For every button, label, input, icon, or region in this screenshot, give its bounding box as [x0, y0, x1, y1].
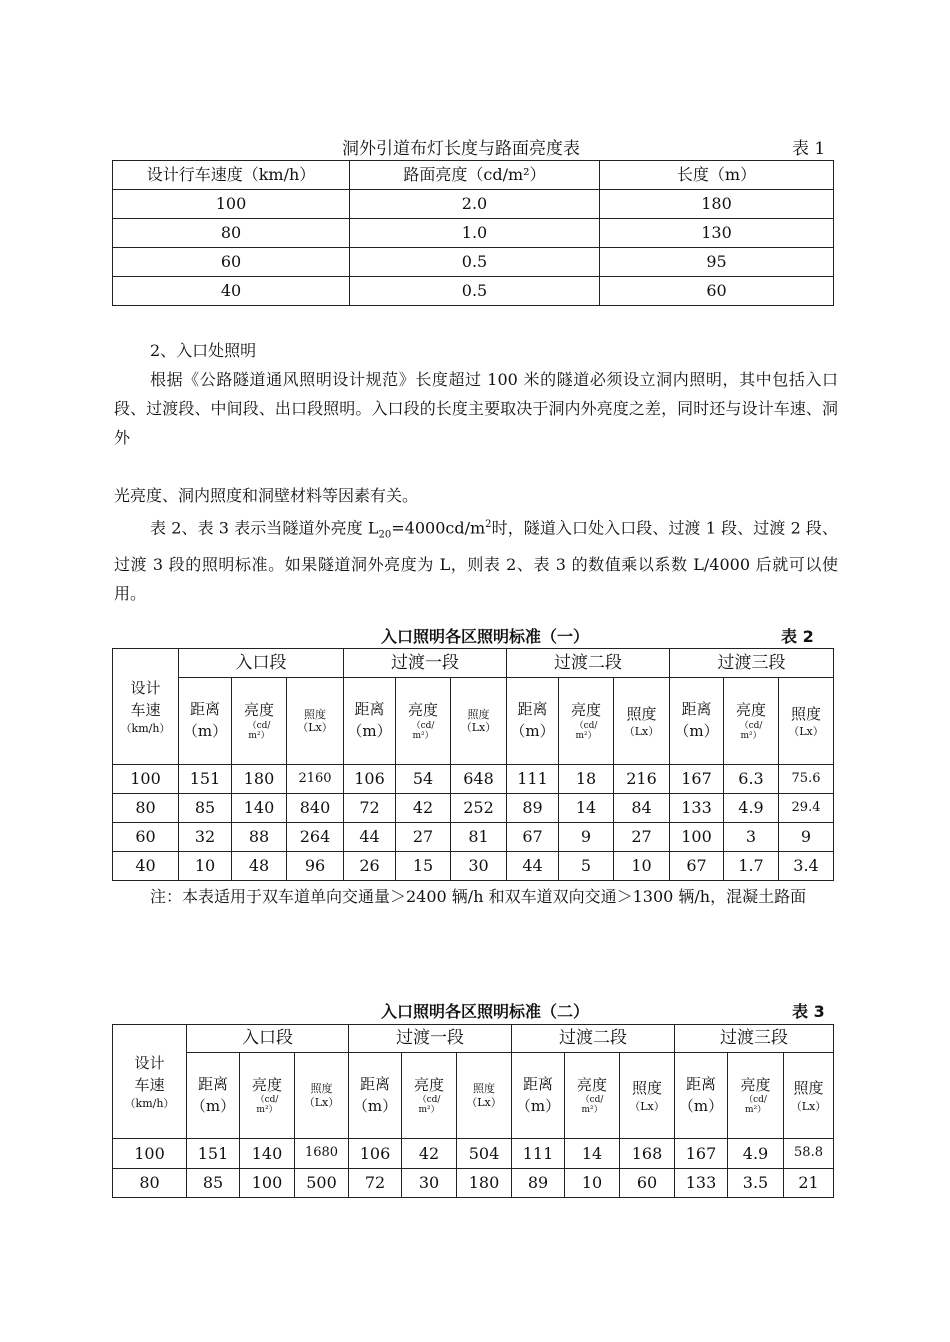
dist-header: [187, 1053, 240, 1139]
table-cell: 42: [396, 794, 451, 823]
lum-unit-2: m²）: [248, 730, 270, 741]
dist-label: 距离: [681, 700, 712, 719]
table-cell: 75.6: [779, 765, 834, 794]
table-cell: 85: [187, 1169, 240, 1198]
illum-unit: （Lx）: [623, 725, 660, 739]
lum-label: 亮度: [571, 701, 602, 720]
lum-label: 亮度: [408, 701, 439, 720]
table-row: [113, 277, 834, 306]
lum-label: 亮度: [740, 1075, 771, 1094]
dist-unit: （m）: [347, 722, 392, 740]
table-row: [113, 219, 834, 248]
illum-unit: （Lx）: [460, 721, 497, 734]
table-cell: 40: [113, 852, 179, 881]
table-cell: 95: [600, 248, 834, 277]
table-row: [113, 248, 834, 277]
lum-unit-2: m²）: [418, 1105, 440, 1116]
speed-label-line2: 车速: [130, 700, 161, 719]
group-entrance: 入口段: [179, 649, 344, 678]
table-cell: 2160: [287, 765, 344, 794]
table-cell: 167: [670, 765, 724, 794]
table-cell: 88: [232, 823, 287, 852]
group-transition-2: 过渡二段: [512, 1025, 675, 1053]
table-cell: 81: [451, 823, 507, 852]
table3-title: 入口照明各区照明标准（二）: [381, 1002, 590, 1021]
illum-header: [620, 1053, 675, 1139]
paragraph-1: 根据《公路隧道通风照明设计规范》长度超过 100 米的隧道必须设立洞内照明，其中包括入口段、过渡段、中间段、出口段照明。入口段的长度主要取决于洞内外亮度之差，同时还与设计车速、洞外: [114, 370, 838, 447]
table-cell: 14: [565, 1139, 620, 1169]
table-cell: 10: [614, 852, 670, 881]
illum-label: 照度: [791, 704, 822, 723]
table-cell: 151: [179, 765, 232, 794]
table-cell: 85: [179, 794, 232, 823]
table-row: [113, 823, 834, 852]
dist-header: [507, 678, 559, 765]
table3-subheader-row: [113, 1053, 834, 1139]
table-cell: 100: [113, 1139, 187, 1169]
table-cell: 140: [232, 794, 287, 823]
table-cell: 80: [113, 1169, 187, 1198]
illum-label: 照度: [632, 1079, 663, 1098]
table-cell: 648: [451, 765, 507, 794]
dist-label: 距离: [354, 700, 385, 719]
table-cell: 44: [344, 823, 396, 852]
illum-label: 照度: [473, 1082, 496, 1096]
table-cell: 89: [512, 1169, 565, 1198]
speed-header: [113, 649, 179, 765]
lum-unit-2: m²）: [412, 730, 434, 741]
table-cell: 3.5: [728, 1169, 784, 1198]
dist-label: 距离: [686, 1074, 717, 1093]
dist-header: [179, 678, 232, 765]
dist-header: [675, 1053, 728, 1139]
illum-header: [784, 1053, 834, 1139]
lum-unit-2: m²）: [581, 1105, 603, 1116]
table-cell: 130: [600, 219, 834, 248]
table-cell: 4.9: [728, 1139, 784, 1169]
table-cell: 180: [457, 1169, 512, 1198]
table1: [112, 160, 834, 306]
group-entrance: 入口段: [187, 1025, 349, 1053]
lum-header: [724, 678, 779, 765]
table-cell: 42: [402, 1139, 457, 1169]
table1-header-speed: 设计行车速度（km/h）: [113, 161, 350, 190]
table-row: [113, 1139, 834, 1169]
dist-header: [670, 678, 724, 765]
table2-note: 注：本表适用于双车道单向交通量＞2400 辆/h 和双车道双向交通＞1300 辆/h，混凝土路面: [150, 887, 807, 906]
table-cell: 30: [402, 1169, 457, 1198]
illum-unit: （Lx）: [629, 1099, 665, 1113]
table-cell: 89: [507, 794, 559, 823]
table-cell: 54: [396, 765, 451, 794]
lum-unit-1: （cd/: [247, 720, 271, 731]
paragraph-3-part-c: 时，隧道入口处入口段、过渡 1 段、过渡 2 段、过渡 3 段的照明标准。如果隧道洞外亮度为 L，则表 2、表 3 的数值乘以系数 L/4000 后就可以使用。: [114, 518, 838, 603]
table-row: [113, 765, 834, 794]
lum-unit-2: m²）: [740, 730, 762, 741]
table-cell: 29.4: [779, 794, 834, 823]
illum-unit: （Lx）: [297, 721, 333, 734]
table-cell: 167: [675, 1139, 728, 1169]
table-cell: 840: [287, 794, 344, 823]
table-cell: 10: [565, 1169, 620, 1198]
table-cell: 500: [295, 1169, 349, 1198]
group-transition-2: 过渡二段: [507, 649, 670, 678]
lum-unit-1: （cd/: [580, 1095, 604, 1106]
table-cell: 111: [507, 765, 559, 794]
table-cell: 21: [784, 1169, 834, 1198]
lum-unit-1: （cd/: [417, 1095, 441, 1106]
group-transition-3: 过渡三段: [670, 649, 834, 678]
table-cell: 84: [614, 794, 670, 823]
table-cell: 60: [600, 277, 834, 306]
group-transition-1: 过渡一段: [344, 649, 507, 678]
speed-label-line1: 设计: [130, 679, 161, 698]
table-cell: 96: [287, 852, 344, 881]
lum-header: [396, 678, 451, 765]
table-cell: 133: [670, 794, 724, 823]
table-cell: 32: [179, 823, 232, 852]
paragraph-2: 光亮度、洞内照度和洞壁材料等因素有关。: [114, 486, 419, 505]
paragraph-3-part-a: 表 2、表 3 表示当隧道外亮度 L: [150, 518, 379, 538]
table-cell: 1.7: [724, 852, 779, 881]
lum-unit-1: （cd/: [744, 1095, 767, 1106]
table-cell: 72: [349, 1169, 402, 1198]
table-cell: 1680: [295, 1139, 349, 1169]
lum-header: [232, 678, 287, 765]
table-cell: 80: [113, 794, 179, 823]
table1-header-length: 长度（m）: [600, 161, 834, 190]
table-cell: 3: [724, 823, 779, 852]
table-cell: 100: [113, 765, 179, 794]
group-transition-1: 过渡一段: [349, 1025, 512, 1053]
table-cell: 14: [559, 794, 614, 823]
illum-header: [287, 678, 344, 765]
illum-header: [451, 678, 507, 765]
table-cell: 100: [240, 1169, 295, 1198]
table-cell: 4.9: [724, 794, 779, 823]
table-cell: 504: [457, 1139, 512, 1169]
table-cell: 67: [507, 823, 559, 852]
table-cell: 106: [349, 1139, 402, 1169]
lum-unit-1: （cd/: [739, 720, 763, 731]
table-row: [113, 190, 834, 219]
dist-header: [344, 678, 396, 765]
lum-header: [728, 1053, 784, 1139]
section-heading: 2、入口处照明: [150, 341, 257, 360]
dist-label: 距离: [523, 1074, 554, 1093]
illum-unit: （Lx）: [788, 725, 824, 739]
dist-unit: （m）: [678, 1096, 724, 1115]
dist-label: 距离: [517, 700, 548, 719]
table-cell: 180: [600, 190, 834, 219]
table-cell: 0.5: [350, 277, 600, 306]
dist-label: 距离: [197, 1074, 228, 1093]
dist-header: [512, 1053, 565, 1139]
group-transition-3: 过渡三段: [675, 1025, 834, 1053]
table-cell: 252: [451, 794, 507, 823]
table3-number: 表 3: [792, 1002, 825, 1021]
table-cell: 6.3: [724, 765, 779, 794]
speed-header: [113, 1025, 187, 1139]
table-cell: 151: [187, 1139, 240, 1169]
table-cell: 133: [675, 1169, 728, 1198]
illum-header: [779, 678, 834, 765]
table1-title: 洞外引道布灯长度与路面亮度表: [342, 139, 580, 159]
table-cell: 100: [670, 823, 724, 852]
table-cell: 111: [512, 1139, 565, 1169]
illum-header: [457, 1053, 512, 1139]
table-cell: 100: [113, 190, 350, 219]
table-cell: 1.0: [350, 219, 600, 248]
table-cell: 72: [344, 794, 396, 823]
table-cell: 30: [451, 852, 507, 881]
dist-unit: （m）: [182, 722, 228, 740]
lum-unit-1: （cd/: [411, 720, 435, 731]
dist-header: [349, 1053, 402, 1139]
illum-header: [614, 678, 670, 765]
table3: [112, 1024, 834, 1198]
table3-group-row: [113, 1025, 834, 1053]
table-cell: 58.8: [784, 1139, 834, 1169]
illum-unit: （Lx）: [790, 1099, 827, 1113]
table-cell: 80: [113, 219, 350, 248]
table-row: [113, 852, 834, 881]
table1-header-luminance: 路面亮度（cd/m²）: [350, 161, 600, 190]
dist-unit: （m）: [190, 1096, 236, 1115]
illum-label: 照度: [793, 1079, 824, 1098]
table-cell: 216: [614, 765, 670, 794]
lum-unit-2: m²）: [256, 1105, 278, 1116]
table-cell: 60: [620, 1169, 675, 1198]
table1-number: 表 1: [792, 139, 826, 159]
table1-header-row: [113, 161, 834, 190]
table-cell: 5: [559, 852, 614, 881]
lum-header: [565, 1053, 620, 1139]
illum-label: 照度: [310, 1082, 333, 1096]
table-cell: 140: [240, 1139, 295, 1169]
lum-header: [559, 678, 614, 765]
table-cell: 67: [670, 852, 724, 881]
dist-unit: （m）: [515, 1096, 561, 1115]
illum-label: 照度: [467, 707, 490, 721]
paragraph-3: [114, 510, 838, 608]
table-cell: 26: [344, 852, 396, 881]
table-cell: 10: [179, 852, 232, 881]
dist-label: 距离: [360, 1074, 391, 1093]
table2-title: 入口照明各区照明标准（一）: [381, 627, 590, 646]
speed-unit: （km/h）: [120, 721, 171, 735]
table-cell: 264: [287, 823, 344, 852]
lum-header: [240, 1053, 295, 1139]
table-cell: 0.5: [350, 248, 600, 277]
lum-label: 亮度: [736, 701, 767, 720]
illum-label: 照度: [626, 704, 657, 723]
table2-number: 表 2: [781, 627, 814, 646]
illum-label: 照度: [304, 707, 326, 721]
table-cell: 15: [396, 852, 451, 881]
table-cell: 48: [232, 852, 287, 881]
table-row: [113, 794, 834, 823]
lum-unit-1: （cd/: [255, 1095, 279, 1106]
table-cell: 168: [620, 1139, 675, 1169]
table-cell: 9: [559, 823, 614, 852]
speed-label-line1: 设计: [134, 1054, 165, 1073]
dist-unit: （m）: [510, 722, 555, 740]
table-cell: 9: [779, 823, 834, 852]
table-cell: 40: [113, 277, 350, 306]
table-cell: 18: [559, 765, 614, 794]
table-cell: 44: [507, 852, 559, 881]
dist-unit: （m）: [352, 1096, 398, 1115]
lum-label: 亮度: [414, 1075, 445, 1094]
paragraph-3-superscript: 2: [485, 519, 492, 530]
speed-unit: （km/h）: [124, 1096, 175, 1110]
table-cell: 180: [232, 765, 287, 794]
lum-label: 亮度: [251, 1075, 282, 1094]
dist-unit: （m）: [674, 722, 719, 740]
paragraph-3-subscript: 20: [378, 529, 392, 541]
lum-header: [402, 1053, 457, 1139]
lum-unit-2: m²）: [744, 1105, 767, 1116]
table2: [112, 648, 834, 881]
lum-label: 亮度: [577, 1075, 608, 1094]
table-cell: 3.4: [779, 852, 834, 881]
paragraph-3-part-b: =4000cd/m: [391, 518, 486, 538]
illum-header: [295, 1053, 349, 1139]
dist-label: 距离: [189, 700, 220, 719]
lum-unit-1: （cd/: [574, 720, 598, 731]
table-cell: 2.0: [350, 190, 600, 219]
table-cell: 60: [113, 248, 350, 277]
table-cell: 60: [113, 823, 179, 852]
illum-unit: （Lx）: [466, 1095, 502, 1109]
table-cell: 27: [396, 823, 451, 852]
illum-unit: （Lx）: [303, 1095, 340, 1109]
table2-group-row: [113, 649, 834, 678]
table2-subheader-row: [113, 678, 834, 765]
table-row: [113, 1169, 834, 1198]
lum-label: 亮度: [243, 701, 274, 720]
speed-label-line2: 车速: [134, 1075, 165, 1094]
table-cell: 27: [614, 823, 670, 852]
table-cell: 106: [344, 765, 396, 794]
lum-unit-2: m²）: [575, 730, 597, 741]
